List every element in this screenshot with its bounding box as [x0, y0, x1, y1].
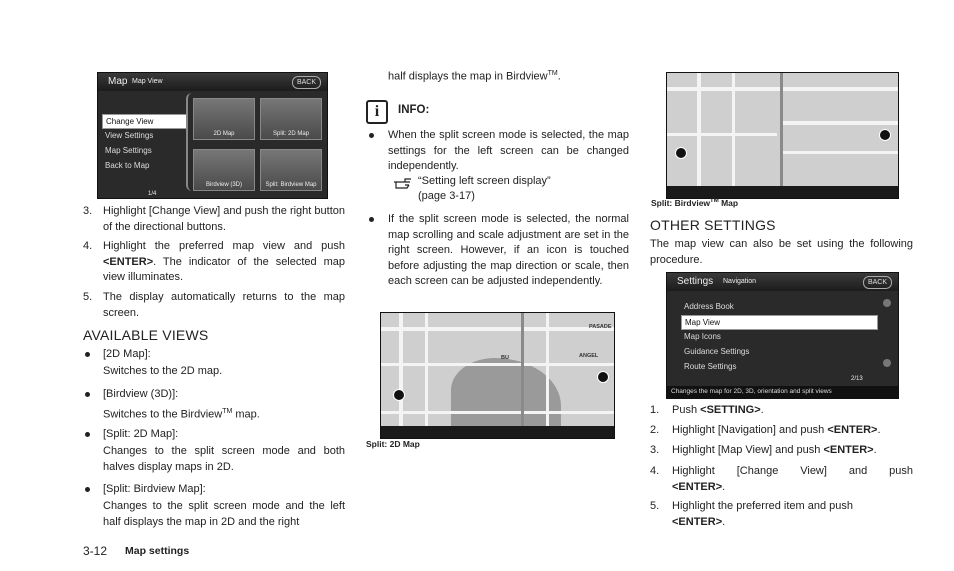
tile-split-birdview-map[interactable] [260, 149, 322, 191]
view-desc: Changes to the split screen mode and the left half displays the map in 2D and the right [103, 500, 345, 528]
step-number: 5. [650, 500, 660, 512]
screen-title: Map [108, 76, 128, 87]
screen-split-line [521, 313, 524, 438]
compass-icon[interactable] [879, 129, 891, 141]
tile-label: Birdview (3D) [205, 182, 242, 188]
map-status-bar [667, 186, 898, 198]
map-label: PASADE [589, 324, 612, 330]
scroll-down-icon[interactable] [883, 359, 891, 367]
text-run: map. [232, 408, 260, 421]
figure-caption: Split: 2D Map [366, 439, 420, 449]
map-label: BU [501, 355, 509, 361]
screen-split-line [780, 73, 783, 198]
menu-divider [186, 93, 192, 191]
step-number: 4. [650, 465, 660, 477]
map-status-bar [381, 426, 614, 438]
tile-label: Split: Birdview Map [265, 182, 317, 188]
enter-key-label: <ENTER> [672, 515, 723, 528]
view-label: [Split: 2D Map]: [103, 428, 179, 440]
menu-item-map-view[interactable]: Map View [681, 315, 878, 330]
right-step-1 [672, 403, 764, 419]
split-birdview-map-screenshot [666, 72, 899, 199]
road [732, 73, 735, 198]
trademark: TM [222, 408, 233, 415]
menu-item-back-to-map[interactable]: Back to Map [105, 161, 150, 170]
right-step-4 [672, 464, 913, 495]
screen-breadcrumb: Navigation [723, 278, 757, 285]
info-icon: i [366, 100, 388, 124]
vehicle-icon [675, 147, 687, 159]
road [381, 327, 614, 331]
step-number: 1. [650, 404, 660, 416]
vehicle-icon [393, 389, 405, 401]
bullet [369, 133, 374, 138]
road [381, 363, 614, 366]
text-run: . The indicator of the selected map view illuminates. [103, 255, 345, 283]
change-view-screenshot [97, 72, 328, 199]
view-desc: Changes to the split screen mode and both halves display maps in 2D. [103, 445, 345, 473]
tile-label: 2D Map [213, 131, 235, 137]
other-settings-intro: The map view can also be set using the following procedure. [650, 238, 913, 266]
compass-icon[interactable] [597, 371, 609, 383]
map-label: ANGEL [579, 353, 599, 359]
text-run: . [760, 404, 764, 416]
bullet [85, 432, 90, 437]
enter-key-label: <ENTER> [103, 255, 154, 268]
enter-key-label: <ENTER> [672, 480, 723, 493]
step-number: 5. [83, 291, 93, 303]
bullet [85, 487, 90, 492]
step-number: 4. [83, 240, 93, 252]
reference-text: “Setting left screen display” [418, 175, 551, 187]
status-text: Changes the map for 2D, 3D, orientation and split views [667, 386, 898, 398]
menu-item-map-icons[interactable]: Map Icons [684, 332, 721, 341]
available-views-heading: AVAILABLE VIEWS [83, 327, 209, 343]
menu-item-address-book[interactable]: Address Book [684, 302, 734, 311]
back-button[interactable]: BACK [863, 276, 892, 289]
text-run: . [722, 480, 726, 493]
bullet [369, 217, 374, 222]
text-run: . [873, 444, 877, 456]
road [381, 411, 614, 414]
menu-item-change-view[interactable]: Change View [102, 114, 187, 129]
scroll-up-icon[interactable] [883, 299, 891, 307]
step-5-text: The display automatically returns to the map screen. [103, 291, 345, 319]
view-label: [2D Map]: [103, 348, 151, 360]
text-run: Split: Birdview [651, 198, 711, 208]
menu-item-map-settings[interactable]: Map Settings [105, 146, 152, 155]
text-run: . [722, 515, 726, 528]
text-run: . [877, 424, 881, 436]
view-desc: Switches to the 2D map. [103, 365, 223, 377]
text-run: . [557, 70, 561, 83]
view-desc [103, 404, 260, 423]
road [697, 73, 701, 198]
setting-key-label: <SETTING> [700, 404, 761, 416]
menu-item-guidance-settings[interactable]: Guidance Settings [684, 347, 750, 356]
view-label: [Split: Birdview Map]: [103, 483, 206, 495]
tile-2d-map[interactable] [193, 98, 255, 140]
trademark: TM [710, 198, 719, 205]
tile-label: Split: 2D Map [272, 131, 309, 137]
text-run: half displays the map in Birdview [388, 70, 548, 83]
pointing-hand-icon [393, 176, 413, 190]
info-label: INFO: [398, 104, 430, 116]
enter-key-label: <ENTER> [823, 444, 874, 456]
road [399, 313, 403, 438]
info-bullet-1: When the split screen mode is selected, the map settings for the left screen can be changed independently. [388, 129, 629, 172]
settings-screenshot [666, 272, 899, 399]
step-number: 3. [83, 205, 93, 217]
road [783, 151, 898, 154]
right-step-3 [672, 443, 877, 459]
road [783, 121, 898, 125]
bullet [85, 392, 90, 397]
text-run: Map [718, 198, 739, 208]
screen-breadcrumb: Map View [132, 78, 163, 85]
reference-page[interactable]: (page 3-17) [418, 190, 475, 202]
text-run: Switches to the Birdview [103, 408, 223, 421]
road [546, 313, 549, 438]
back-button[interactable]: BACK [292, 76, 321, 89]
page-indicator: 1/4 [148, 191, 157, 197]
road [425, 313, 428, 438]
right-step-2 [672, 423, 881, 439]
bullet [85, 352, 90, 357]
menu-item-view-settings[interactable]: View Settings [105, 131, 154, 140]
right-step-5 [672, 499, 913, 530]
text-run: Highlight [Map View] and push [672, 444, 824, 456]
page-number: 3-12 [83, 544, 108, 558]
text-run: Highlight the preferred item and push [672, 500, 853, 512]
step-4-text [103, 239, 345, 286]
text-run: Highlight the preferred map view and push [103, 240, 345, 252]
enter-key-label: <ENTER> [827, 424, 878, 436]
menu-item-route-settings[interactable]: Route Settings [684, 362, 737, 371]
page-indicator: 2/13 [851, 376, 863, 382]
section-title: Map settings [125, 545, 190, 557]
screen-title: Settings [677, 276, 714, 287]
step-3-text: Highlight [Change View] and push the right button of the directional buttons. [103, 205, 345, 233]
text-run: Highlight [Navigation] and push [672, 424, 828, 436]
continued-text [388, 66, 561, 85]
view-label: [Birdview (3D)]: [103, 388, 179, 400]
text-run: Highlight [Change View] and push [672, 465, 913, 477]
other-settings-heading: OTHER SETTINGS [650, 217, 776, 233]
figure-caption [651, 198, 738, 208]
trademark: TM [547, 70, 558, 77]
road [667, 133, 777, 136]
split-2d-map-screenshot [380, 312, 615, 439]
text-run: Push [672, 404, 701, 416]
info-bullet-2: If the split screen mode is selected, the normal map scrolling and scale adjustment are set in the right screen. However, if an icon is touched before adjusting the map direction or scale, then each screen can be adjusted independently. [388, 213, 629, 287]
tile-split-2d-map[interactable] [260, 98, 322, 140]
step-number: 2. [650, 424, 660, 436]
tile-birdview-3d[interactable] [193, 149, 255, 191]
step-number: 3. [650, 444, 660, 456]
